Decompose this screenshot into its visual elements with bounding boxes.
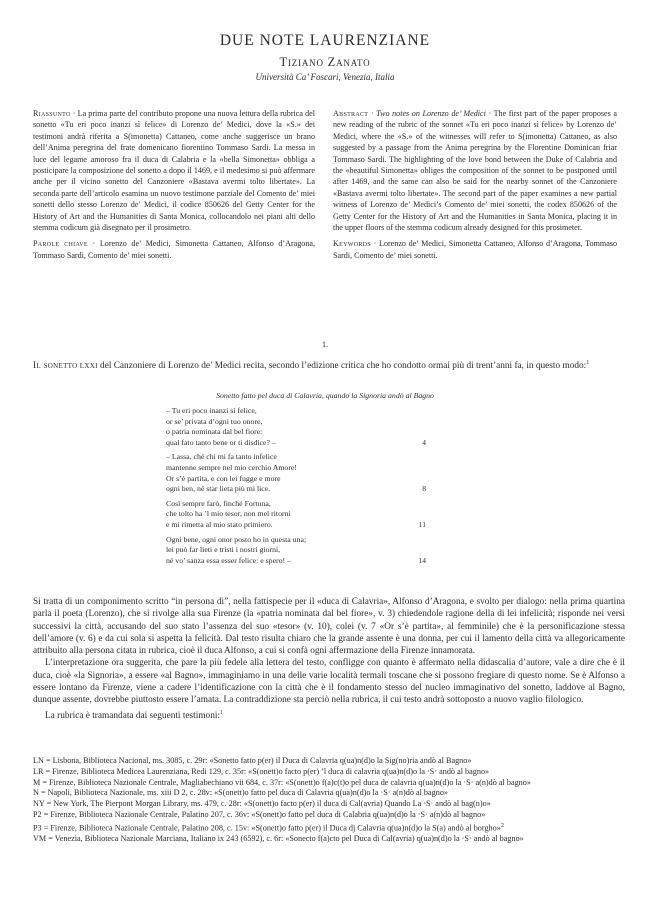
abstract-italian: Riassunto · La prima parte del contributo propone una nuova lettura della rubrica del sonetto «Tu eri poco inanzi sì felice» di Lorenzo de’ Medici, dove la «S.» dei testimoni andrà riferita a S(imonetta) Cattaneo, come anche suggerisce un brano dell’Anima peregrina del frate domenicano fiorentino Tommaso Sardi. La messa in luce del legame amoroso fra il duca di Calabria e la «bella Simonetta» obbliga a posticipare la composizione del sonetto a dopo il 1469, e il medesimo si può affermare anche per il vicino sonetto del Canzoniere «Bastava avermi tolto libertate». La seconda parte dell’articolo esamina un nuovo testimone parziale del Comento de’ miei sonetti dello stesso Lorenzo de’ Medici, il codice 850626 del Getty Center for the History of Art and the Humanities di Santa Monica, collocandolo nei piani alti dello stemma codicum già disegnato per il prosimetro. Parole chiave · Lorenzo de’ Medici, Simonetta Cattaneo, Alfonso d’Aragona, Tommaso Sardi, Comento de’ miei sonetti. — [33, 109, 316, 260]
paragraph: L’interpretazione ora suggerita, che pare la più fedele alla lettera del testo, confligge con quanto è affermato nella didascalia d’autore, vale a dire che è il duca, cioè «la Signoria», a essere «al Bagno», immaginiamo in una delle varie località termali toscane che si possono fregiare di questo nome. Se è Alfonso a essere lontano da Firenze, viene a cadere l’identificazione con la città che è il fondamento stesso del nucleo immaginativo del sonetto, laddove al Bagno, dunque assente, dovrebbe piuttosto essere l’amata. La contraddizione sta perciò nella rubrica, il cui testo andrà sottoposto a nuovo vaglio filologico. — [33, 658, 625, 706]
paragraph: La rubrica è tramandata dai seguenti testimoni:$^1$ — [45, 709, 224, 721]
witness-entry — [33, 756, 625, 767]
keywords-label: Keywords — [333, 239, 371, 249]
poem-line: che tolto ha ’l mio tesor, non mel ritorni — [166, 509, 291, 519]
poem-stanza — [166, 452, 426, 494]
poem-line: o patria nominata dal bel fiore: — [166, 427, 263, 437]
poem-line: or se’ privata d’ogni tuo onore, — [166, 416, 263, 426]
abstract-text: The first part of the paper proposes a new reading of the rubric of the sonnet «Tu eri poco inanzi sì felice» by Lorenzo de’ Medici, where the «S.» of the witnesses will refer to S(imonetta) Cattaneo, as also suggested by a passage from the Anima peregrina by the Florentine Dominican friar Tommaso Sardi. The highlighting of the love bond between the Duke of Calabria and the «beautiful Simonetta» obliges the composition of the sonnet to be postponed until after 1469, and the same can also be said for the nearby sonnet of the Canzoniere «Bastava avermi tolto libertate». The second part of the paper examines a new partial witness of Lorenzo de’ Medici’s Comento de’ miei sonetti, the codex 850626 of the Getty Center for the History of Art and the Humanities in Santa Monica, placing it in the upper floors of the stemma codicum already designed for this prosimeter. — [333, 109, 617, 233]
abstract-title: Two notes on Lorenzo de’ Medici — [376, 109, 486, 118]
footnote-ref: 1 — [586, 360, 590, 366]
witness-entry — [33, 821, 625, 835]
witness-description: = Venezia, Biblioteca Nazionale Marciana, Italiano ix 243 (6592), c. 6r: «Sonecto f(a)cto pel Duca di Cal(avria) q(ua)n(d)o la ·S· andò al bagno» — [48, 834, 524, 844]
author-name: Tiziano Zanato — [279, 55, 371, 69]
witness-entry — [33, 810, 625, 821]
poem-stanza — [166, 406, 426, 448]
witness-siglum: P3 — [33, 823, 44, 833]
keywords-text: Lorenzo de’ Medici, Simonetta Cattaneo, Alfonso d’Aragona, Tommaso Sardi, Comento de’ miei sonetti. — [33, 239, 315, 260]
abstract-label: Riassunto — [33, 109, 71, 118]
poem-stanza — [166, 535, 426, 567]
witness-siglum: P2 — [33, 809, 44, 819]
poem-line: qual fato tanto bene or ti disdice? – — [166, 437, 276, 447]
witness-entry — [33, 788, 625, 799]
keywords-label: Parole chiave — [33, 239, 88, 249]
witness-description: = Lisbona, Biblioteca Nacional, ms. 3085, c. 29r: «Sonetto fatto p(er) il Duca di Calavria q(ua)n(d)o la Sig(no)ria andò al Bagno» — [45, 756, 472, 765]
abstract-english: Abstract · Two notes on Lorenzo de’ Medici · The first part of the paper proposes a new reading of the rubric of the sonnet «Tu eri poco inanzi sì felice» by Lorenzo de’ Medici, where the «S.» of the witnesses will refer to S(imonetta) Cattaneo, as also suggested by a passage from the Anima peregrina by the Florentine Dominican friar Tommaso Sardi. The highlighting of the love bond between the Duke of Calabria and the «beautiful Simonetta» obliges the composition of the sonnet to be postponed until after 1469, and the same can also be said for the nearby sonnet of the Canzoniere «Bastava avermi tolto libertate». The second part of the paper examines a new partial witness of Lorenzo de’ Medici’s Comento de’ miei sonetti, the codex 850626 of the Getty Center for the History of Art and the Humanities in Santa Monica, placing it in the upper floors of the stemma codicum already designed for this prosimeter. Keywords · Lorenzo de’ Medici, Simonetta Cattaneo, Alfonso d’Aragona, Tommaso Sardi, Comento de’ miei sonetti. — [333, 109, 617, 260]
witness-siglum: NY — [33, 799, 47, 809]
witness-siglum: N — [33, 788, 41, 798]
witness-siglum: VM — [33, 834, 49, 844]
poem-line: e mi rimetta al mio stato primiero. — [166, 519, 273, 529]
verse-number: 14 — [418, 555, 426, 565]
article-title: DUE NOTE LAURENZIANE — [219, 32, 431, 49]
poem-line: Ogni bene, ogni onor posto ho in questa una; — [166, 534, 307, 544]
poem-line: – Lassa, ché chi mi fa tanto infelice — [166, 452, 277, 462]
witness-description: = New York, The Pierpont Morgan Library, ms. 479, c. 28r: «S(onett)o facto p(er) il duca di Cal(avria) Quando La ·S· andò al bag(n)o» — [46, 799, 491, 809]
poem-line: né vo’ sanza essa esser felice: e spero! – — [166, 555, 291, 565]
poem-line: mantenne sempre nel mio cerchio Amore! — [166, 462, 297, 472]
poem-line: lei può far lieti e tristi i nostri giorni, — [166, 545, 281, 555]
intro-text: del Canzoniere di Lorenzo de’ Medici recita, secondo l’edizione critica che ho condotto ormai più di trent’anni fa, in questo modo: — [100, 361, 587, 372]
poem-title: Sonetto fatto pel duca di Calavria, quando la Signoria andò al Bagno — [216, 391, 434, 400]
witness-entry — [33, 767, 625, 778]
poem-line: – Tu eri poco inanzi sì felice, — [166, 406, 257, 415]
witness-list — [33, 756, 625, 845]
witness-description: = Firenze, Biblioteca Nazionale Centrale, Palatino 208, c. 15v: «S(onett)o fatto p(er) il Duca dj Calavria q(ua)n(d)o la S(a) andò al borgho» — [43, 823, 501, 833]
author-affiliation: Università Ca’ Foscari, Venezia, Italia — [255, 72, 395, 82]
verse-number: 4 — [422, 437, 426, 447]
poem — [166, 406, 426, 570]
witness-description: = Firenze, Biblioteca Medicea Laurenziana, Redi 129, c. 35r: «S(onett)o facto p(er) ’l duca di calavria q(ua)n(d)o la ·S· andò al bagno» — [45, 766, 490, 776]
paragraph: Si tratta di un componimento scritto “in persona di”, nella fattispecie per il «duca di Calavria», Alfonso d’Aragona, e svolto per dialogo: nella prima quartina parla il poeta (Lorenzo), che si rivolge alla sua Firenze (la «patria nominata dal bel fiore», v. 3) chiedendole ragione della di lei infelicità; risponde nei versi successivi la città, accusando del suo stato l’assenza del suo «tesor» (v. 10), colei (v. 7 «Or s’è partita», al femminile) che è la personificazione stessa dell’amore (v. 6) e da cui sola si aspetta la felicità. Dal testo risulta chiaro che la grande assente è una donna, per cui il lamento della città va allegoricamente attribuito alla persona citata in rubrica, cioè il duca Alfonso, a cui si confà ogni affermazione della Firenze innamorata. — [33, 597, 625, 657]
poem-line: ogni ben, né star lieta più mi lice. — [166, 484, 271, 494]
witness-entry — [33, 778, 625, 789]
keywords-text: Lorenzo de’ Medici, Simonetta Cattaneo, Alfonso d’Aragona, Tommaso Sardi, Comento de’ miei sonetti. — [333, 239, 617, 260]
witness-description: = Firenze, Biblioteca Nazionale Centrale, Palatino 207, c. 36v: «S(onett)o fatto pel duca di Calabria q(ua)n(d)o la ·S· a(n)dò al bagno» — [43, 809, 486, 819]
section-number: 1. — [322, 340, 328, 349]
witness-description: = Firenze, Biblioteca Nazionale Centrale, Magliabechiano vii 684, c. 37r: «S(onett)o f(a)c(t)o pel duca de calavria q(ua)n(d)o la ·S· a(n)dò al bagno» — [42, 777, 531, 787]
body-text — [33, 596, 625, 722]
intro-lead: Il sonetto — [33, 361, 78, 372]
witness-siglum: LR — [33, 766, 46, 776]
poem-stanza — [166, 499, 426, 531]
footnote-ref: 2 — [500, 822, 504, 829]
poem-line: Così sempre farò, finché Fortuna, — [166, 498, 271, 508]
intro-paragraph — [33, 357, 625, 372]
witness-siglum: LN — [33, 756, 46, 765]
abstract-label: Abstract — [333, 109, 369, 118]
witness-entry — [33, 799, 625, 810]
witness-entry — [33, 834, 625, 845]
abstract-text: La prima parte del contributo propone una nuova lettura della rubrica del sonetto «Tu eri poco inanzi sì felice» di Lorenzo de’ Medici, dove la «S.» dei testimoni andrà riferita a S(imonetta) Cattaneo, come anche suggerisce un brano dell’Anima peregrina del frate domenicano fiorentino Tommaso Sardi. La messa in luce del legame amoroso fra il duca di Calabria e la «bella Simonetta» obbliga a posticipare la composizione del sonetto a dopo il 1469, e il medesimo si può affermare anche per il vicino sonetto del Canzoniere «Bastava avermi tolto libertate». La seconda parte dell’articolo esamina un nuovo testimone parziale del Comento de’ miei sonetti dello stesso Lorenzo de’ Medici, il codice 850626 del Getty Center for the History of Art and the Humanities di Santa Monica, collocandolo nei piani alti dello stemma codicum già disegnato per il prosimetro. — [33, 109, 316, 233]
verse-number: 11 — [418, 519, 426, 529]
sonnet-numeral: lxxi — [79, 361, 98, 372]
poem-line: Or s’è partita, e con lei fugge e more — [166, 473, 281, 483]
verse-number: 8 — [422, 484, 426, 494]
footnote-ref: 1 — [220, 709, 224, 716]
witness-siglum: M — [33, 777, 43, 787]
witness-description: = Napoli, Biblioteca Nazionale, ms. xiii D 2, c. 28v: «S(onett)o fatto pel duca di Calavria q(ua)n(d)o la ·S· a(n)dò al bagno» — [40, 788, 449, 798]
